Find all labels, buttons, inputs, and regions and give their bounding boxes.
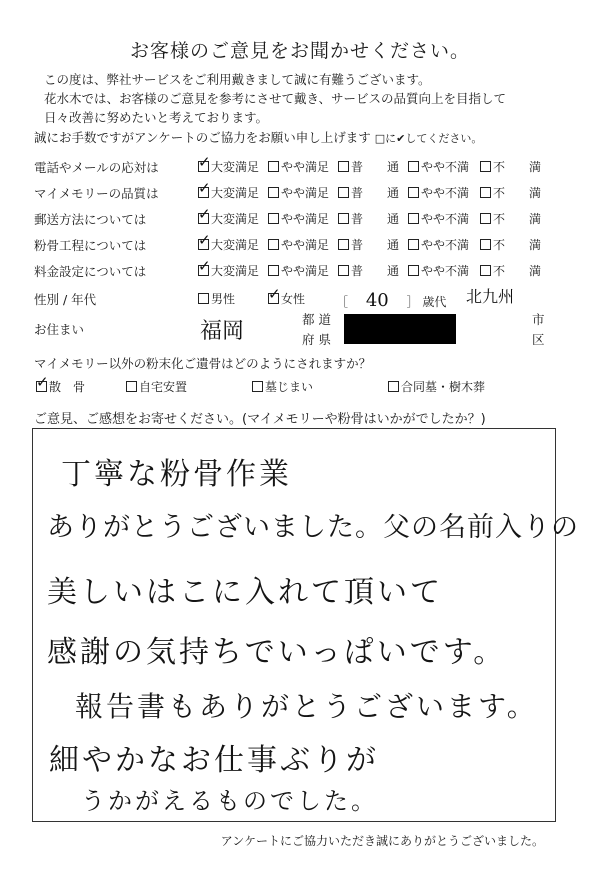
checkbox[interactable]: [268, 265, 279, 276]
intro-line: 花水木では、お客様のご意見を参考にさせて戴き、サービスの品質向上を目指して: [44, 91, 507, 106]
comment-box[interactable]: [32, 428, 579, 822]
checkbox-checked[interactable]: [198, 213, 209, 224]
checkbox[interactable]: [480, 239, 491, 250]
checkbox[interactable]: [388, 381, 399, 392]
option-very-dissatisfied[interactable]: 不 満: [480, 236, 541, 253]
option-grave-closing[interactable]: 墓じまい: [252, 378, 313, 395]
checkbox[interactable]: [338, 213, 349, 224]
question-label: マイメモリーの品質は: [34, 186, 159, 201]
city-label-top: 市: [532, 312, 545, 327]
city-label-bottom: 区: [532, 332, 545, 347]
checkbox[interactable]: [268, 187, 279, 198]
checkbox-checked[interactable]: [198, 265, 209, 276]
address-label: お住まい: [34, 322, 85, 337]
option-neutral[interactable]: 普 通: [338, 262, 399, 279]
checkbox-checked[interactable]: [198, 161, 209, 172]
disposal-options: [34, 378, 574, 398]
checkbox[interactable]: [268, 239, 279, 250]
option-dissatisfied[interactable]: やや不満: [408, 210, 469, 227]
option-dissatisfied[interactable]: やや不満: [408, 262, 469, 279]
checkbox[interactable]: [408, 265, 419, 276]
checkbox[interactable]: [126, 381, 137, 392]
gender-age-label: 性別 / 年代: [34, 292, 97, 307]
checkbox[interactable]: [198, 293, 209, 304]
checkbox[interactable]: [480, 161, 491, 172]
option-female[interactable]: ✓ 女性: [268, 290, 305, 307]
question-label: 電話やメールの応対は: [34, 160, 159, 175]
checkbox[interactable]: [480, 265, 491, 276]
option-home[interactable]: 自宅安置: [126, 378, 187, 395]
address-handwritten[interactable]: 福岡: [200, 319, 245, 344]
option-satisfied[interactable]: やや満足: [268, 184, 329, 201]
question-label: 粉骨工程については: [34, 238, 147, 253]
option-dissatisfied[interactable]: やや不満: [408, 184, 469, 201]
comment-line: 美しいはこに入れて頂いて: [47, 575, 443, 610]
option-very-satisfied[interactable]: ✓ 大変満足: [198, 262, 259, 279]
option-very-satisfied[interactable]: ✓ 大変満足: [198, 158, 259, 175]
age-suffix: 歳代: [422, 295, 447, 309]
option-satisfied[interactable]: やや満足: [268, 262, 329, 279]
footer-thanks: アンケートにご協力いただき誠にありがとうございました。: [220, 834, 544, 848]
intro-text: [44, 70, 506, 127]
comment-line: 丁寧な粉骨作業: [61, 457, 292, 492]
option-dissatisfied[interactable]: やや不満: [408, 236, 469, 253]
option-scatter[interactable]: ✓散 骨: [36, 378, 85, 395]
checkbox[interactable]: [338, 187, 349, 198]
option-very-dissatisfied[interactable]: 不 満: [480, 262, 541, 279]
checkbox-checked[interactable]: [36, 381, 47, 392]
city-note-handwritten: 北九州: [466, 287, 515, 306]
option-neutral[interactable]: 普 通: [338, 184, 399, 201]
option-satisfied[interactable]: やや満足: [268, 236, 329, 253]
comment-heading: ご意見、ご感想をお寄せください。(マイメモリーや粉骨はいかがでしたか？): [34, 412, 486, 427]
option-very-satisfied[interactable]: ✓ 大変満足: [198, 184, 259, 201]
checkbox-checked[interactable]: [198, 239, 209, 250]
checkbox[interactable]: [408, 161, 419, 172]
age-field[interactable]: ［ 40 ］ 歳代: [336, 290, 447, 311]
checkbox[interactable]: [338, 161, 349, 172]
other-remains-question: マイメモリー以外の粉末化ご遺骨はどのようにされますか？: [34, 356, 372, 371]
rating-row-quality: [34, 184, 564, 204]
option-very-satisfied[interactable]: ✓ 大変満足: [198, 236, 259, 253]
comment-line: 報告書もありがとうございます。: [75, 690, 538, 723]
comment-line: 細やかなお仕事ぶりが: [49, 743, 379, 778]
rating-row-process: [34, 236, 564, 256]
option-satisfied[interactable]: やや満足: [268, 210, 329, 227]
rating-row-phone: [34, 158, 564, 178]
option-very-satisfied[interactable]: ✓ 大変満足: [198, 210, 259, 227]
survey-request: [34, 128, 482, 146]
option-neutral[interactable]: 普 通: [338, 236, 399, 253]
checkbox[interactable]: [480, 187, 491, 198]
option-satisfied[interactable]: やや満足: [268, 158, 329, 175]
option-dissatisfied[interactable]: やや不満: [408, 158, 469, 175]
prefecture-label-bottom: 府 県: [302, 332, 331, 347]
checkbox-checked[interactable]: [268, 293, 279, 304]
option-neutral[interactable]: 普 通: [338, 158, 399, 175]
checkbox[interactable]: [268, 213, 279, 224]
checkbox[interactable]: [338, 239, 349, 250]
option-joint-grave[interactable]: 合同墓・樹木葬: [388, 378, 485, 395]
rating-row-price: [34, 262, 564, 282]
question-label: 料金設定については: [34, 264, 147, 279]
intro-line: この度は、弊社サービスをご利用戴きまして誠に有難うございます。: [44, 72, 431, 87]
redaction-bar: [344, 314, 456, 344]
checkbox[interactable]: [408, 187, 419, 198]
question-label: 郵送方法については: [34, 212, 147, 227]
checkbox[interactable]: [480, 213, 491, 224]
page-title: お客様のご意見をお聞かせください。: [129, 40, 470, 62]
comment-line: うかがえるものでした。: [81, 787, 378, 815]
option-very-dissatisfied[interactable]: 不 満: [480, 210, 541, 227]
option-very-dissatisfied[interactable]: 不 満: [480, 184, 541, 201]
prefecture-label-top: 都 道: [302, 312, 331, 327]
option-very-dissatisfied[interactable]: 不 満: [480, 158, 541, 175]
intro-line: 日々改善に努めたいと考えております。: [44, 110, 269, 125]
survey-request-text: 誠にお手数ですがアンケートのご協力をお願い申し上げます: [34, 130, 371, 145]
checkbox[interactable]: [268, 161, 279, 172]
checkbox-checked[interactable]: [198, 187, 209, 198]
checkbox[interactable]: [338, 265, 349, 276]
rating-row-shipping: [34, 210, 564, 230]
gender-age-row: [34, 287, 564, 311]
age-handwritten: 40: [365, 290, 389, 311]
comment-line: 感謝の気持ちでいっぱいです。: [47, 635, 507, 670]
comment-line: ありがとうございました。父の名前入りの: [47, 512, 579, 543]
checkbox[interactable]: [408, 239, 419, 250]
option-male[interactable]: 男性: [198, 290, 235, 307]
address-row: [34, 312, 574, 358]
survey-note: □に✔してください。: [374, 132, 483, 145]
option-neutral[interactable]: 普 通: [338, 210, 399, 227]
checkbox[interactable]: [252, 381, 263, 392]
checkbox[interactable]: [408, 213, 419, 224]
